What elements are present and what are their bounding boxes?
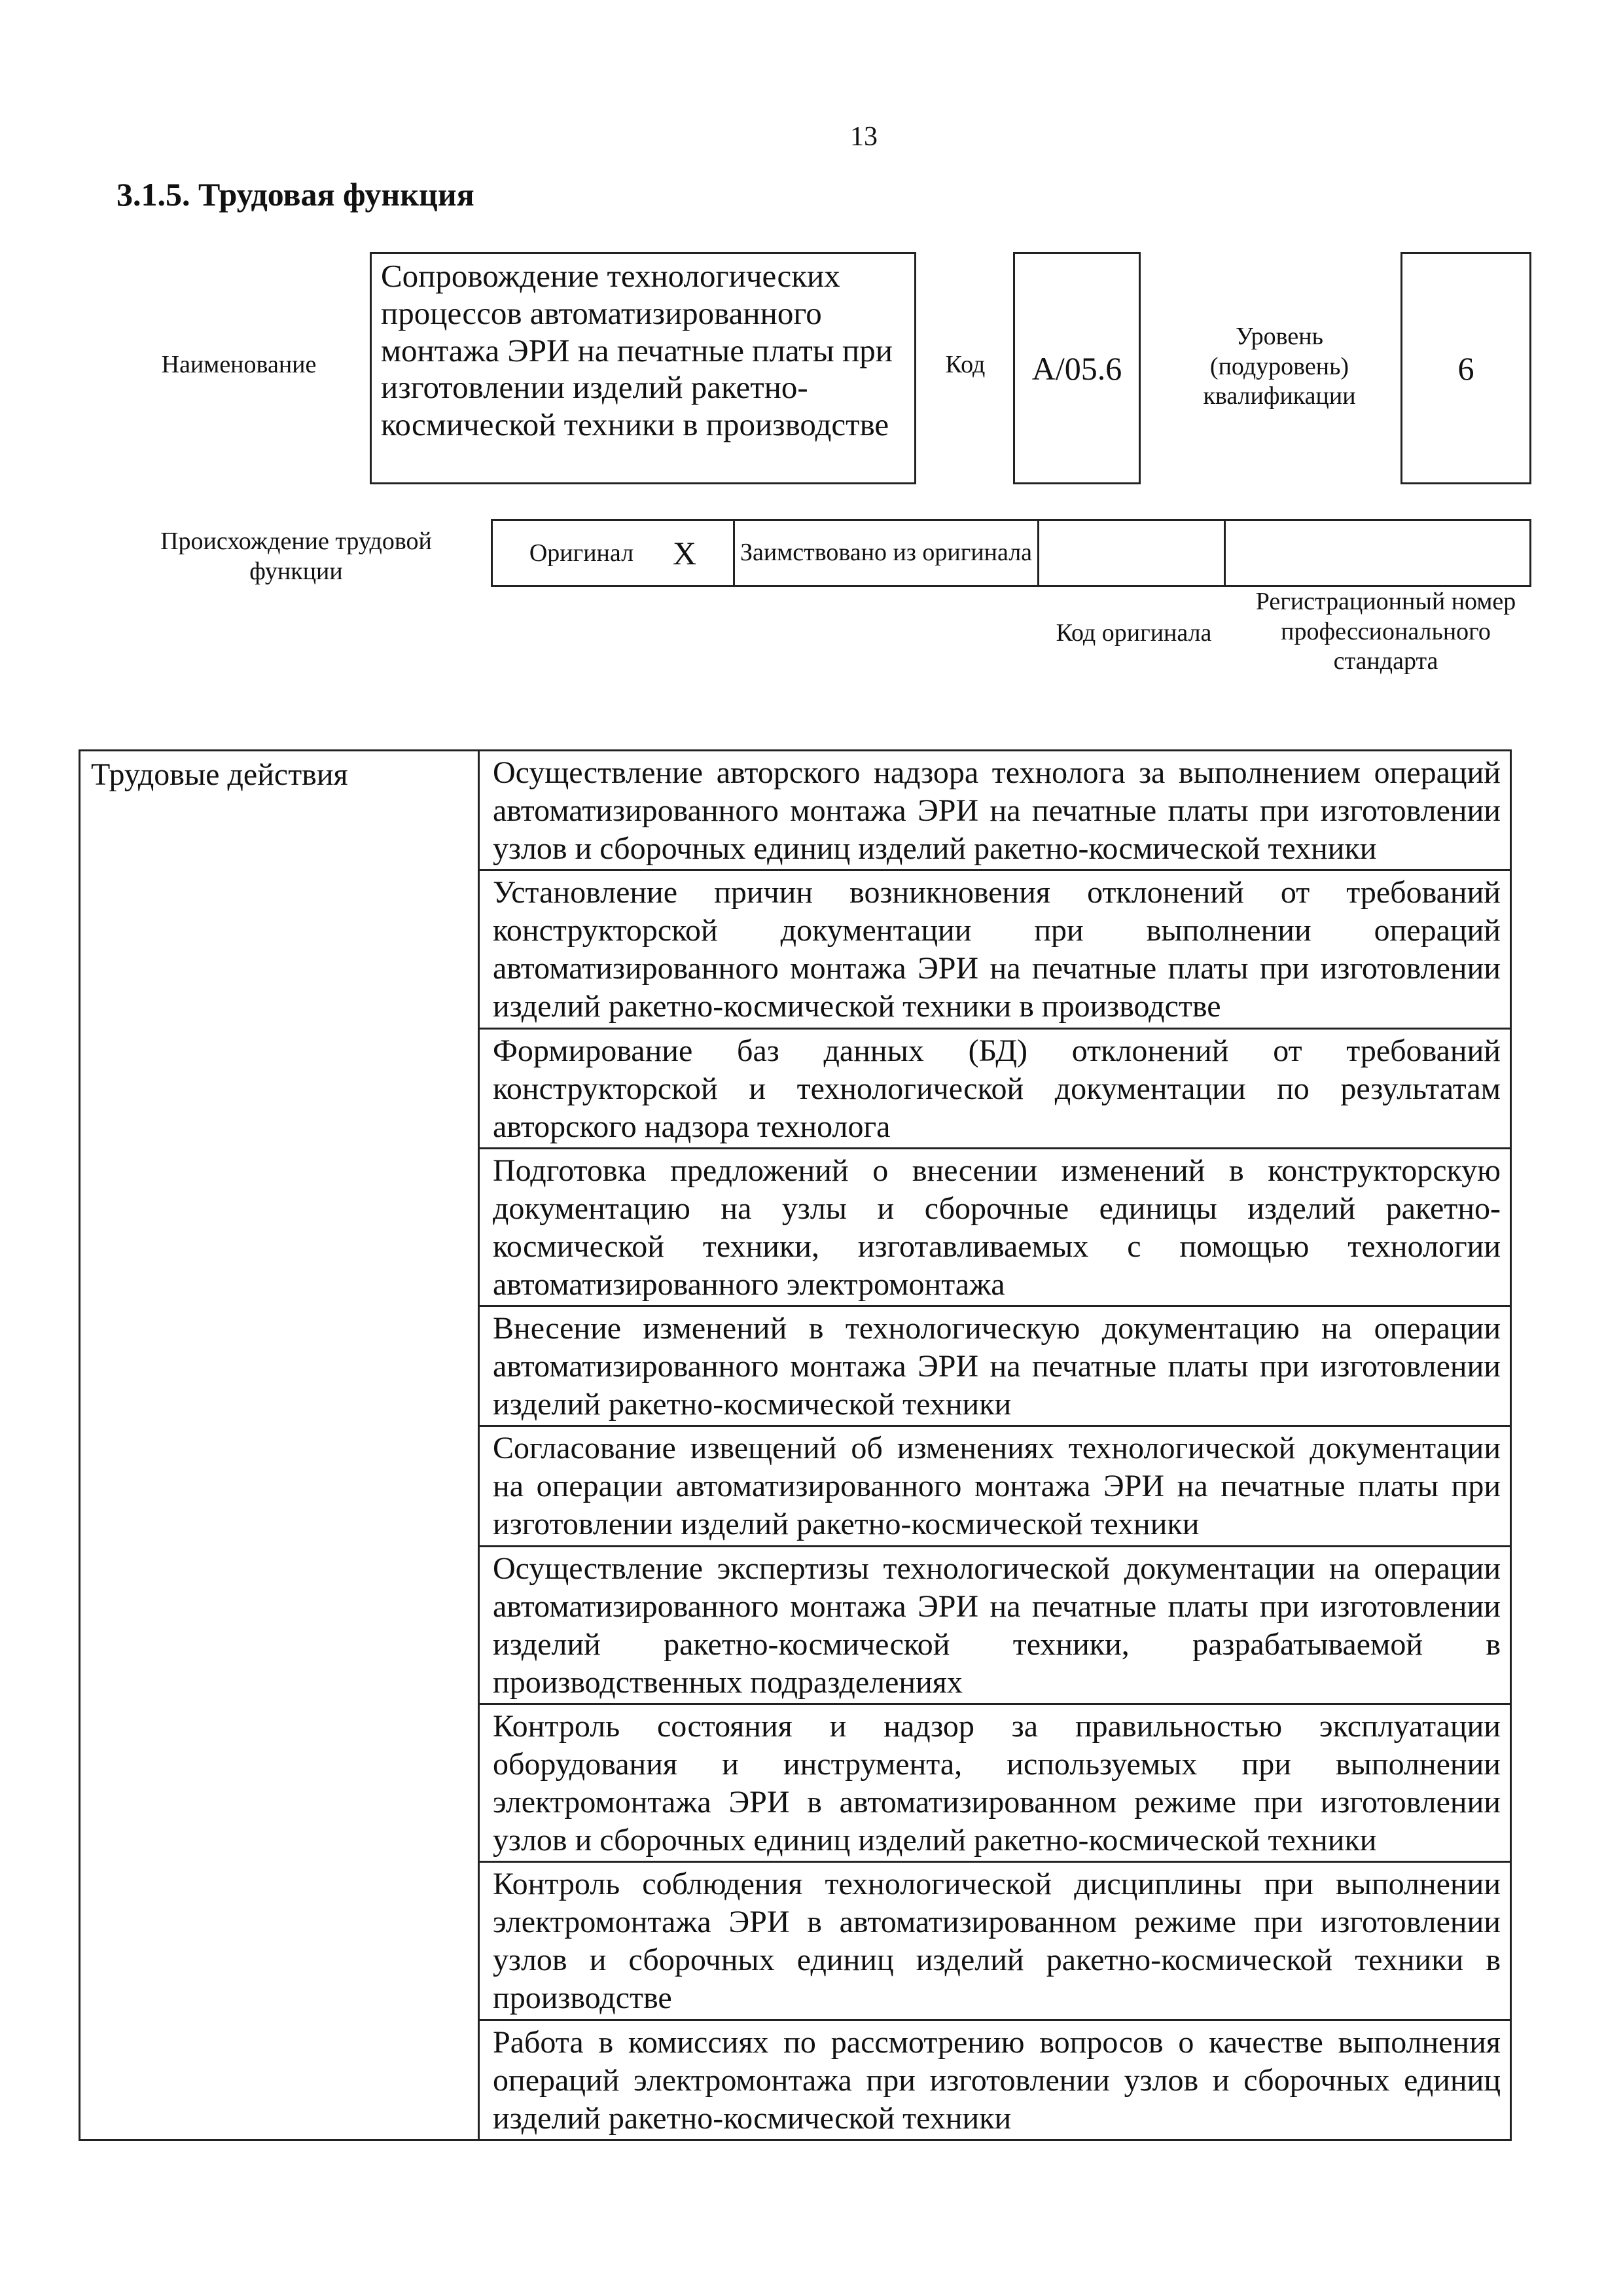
section-title: 3.1.5. Трудовая функция xyxy=(116,176,474,213)
labor-action-item: Контроль состояния и надзор за правильностью эксплуатации оборудования и инструмента, используемых при выполнении электромонтажа ЭРИ в автоматизированном режиме при изготовлении узлов и сборочных единиц изделий ракетно-космической техники xyxy=(479,1704,1511,1861)
labor-action-item: Внесение изменений в технологическую документацию на операции автоматизированного монтажа ЭРИ на печатные платы при изготовлении изделий ракетно-космической техники xyxy=(479,1306,1511,1426)
table-row xyxy=(80,751,1511,870)
origin-borrowed-label: Заимствовано из оригинала xyxy=(740,539,1033,567)
code-label: Код xyxy=(945,351,986,378)
labor-action-item: Согласование извещений об изменениях технологической документации на операции автоматизированного монтажа ЭРИ на печатные платы при изготовлении изделий ракетно-космической техники xyxy=(479,1426,1511,1546)
function-name-box: Сопровождение технологических процессов автоматизированного монтажа ЭРИ на печатные платы при изготовлении изделий ракетно-космической техники в производстве xyxy=(370,252,916,484)
labor-action-item: Формирование баз данных (БД) отклонений от требований конструкторской и технологической документации по результатам авторского надзора технолога xyxy=(479,1028,1511,1148)
labor-action-item: Подготовка предложений о внесении изменений в конструкторскую документацию на узлы и сборочные единицы изделий ракетно-космической техники, изготавливаемых с помощью технологии автоматизированного электромонтажа xyxy=(479,1148,1511,1306)
labor-action-item: Работа в комиссиях по рассмотрению вопросов о качестве выполнения операций электромонтажа при изготовлении узлов и сборочных единиц изделий ракетно-космической техники xyxy=(479,2020,1511,2140)
origin-borrowed-cell xyxy=(735,521,1039,585)
function-code-box xyxy=(1013,252,1141,484)
labor-actions-header: Трудовые действия xyxy=(80,751,479,2140)
qualification-level-value: 6 xyxy=(1457,350,1474,387)
labor-actions-table xyxy=(79,749,1512,2141)
origin-registration-cell xyxy=(1226,521,1529,585)
origin-original-label: Оригинал xyxy=(529,539,634,567)
origin-original-mark: X xyxy=(673,535,697,571)
name-label: Наименование xyxy=(161,351,317,378)
labor-action-item: Осуществление экспертизы технологической документации на операции автоматизированного монтажа ЭРИ на печатные платы при изготовлении изделий ракетно-космической техники, разрабатываемой в производственных подразделениях xyxy=(479,1546,1511,1704)
origin-label: Происхождение трудовой функции xyxy=(160,528,432,585)
labor-action-item: Установление причин возникновения отклонений от требований конструкторской документации при выполнении операций автоматизированного монтажа ЭРИ на печатные платы при изготовлении изделий ракетно-космической техники в производстве xyxy=(479,870,1511,1028)
labor-action-item: Осуществление авторского надзора технолога за выполнением операций автоматизированного монтажа ЭРИ на печатные платы при изготовлении узлов и сборочных единиц изделий ракетно-космической техники xyxy=(479,751,1511,870)
origin-row xyxy=(491,519,1531,587)
page-number: 13 xyxy=(850,122,878,152)
labor-action-item: Контроль соблюдения технологической дисциплины при выполнении электромонтажа ЭРИ в автоматизированном режиме при изготовлении узлов и сборочных единиц изделий ракетно-космической техники в производстве xyxy=(479,1862,1511,2020)
function-code-value: A/05.6 xyxy=(1031,350,1122,387)
origin-original-cell xyxy=(493,521,735,585)
qualification-level-box xyxy=(1400,252,1531,484)
qualification-level-label: Уровень (подуровень) квалификации xyxy=(1203,323,1356,410)
code-original-caption: Код оригинала xyxy=(1056,619,1212,647)
registration-number-caption: Регистрационный номер профессионального стандарта xyxy=(1255,588,1516,675)
origin-code-cell xyxy=(1039,521,1226,585)
